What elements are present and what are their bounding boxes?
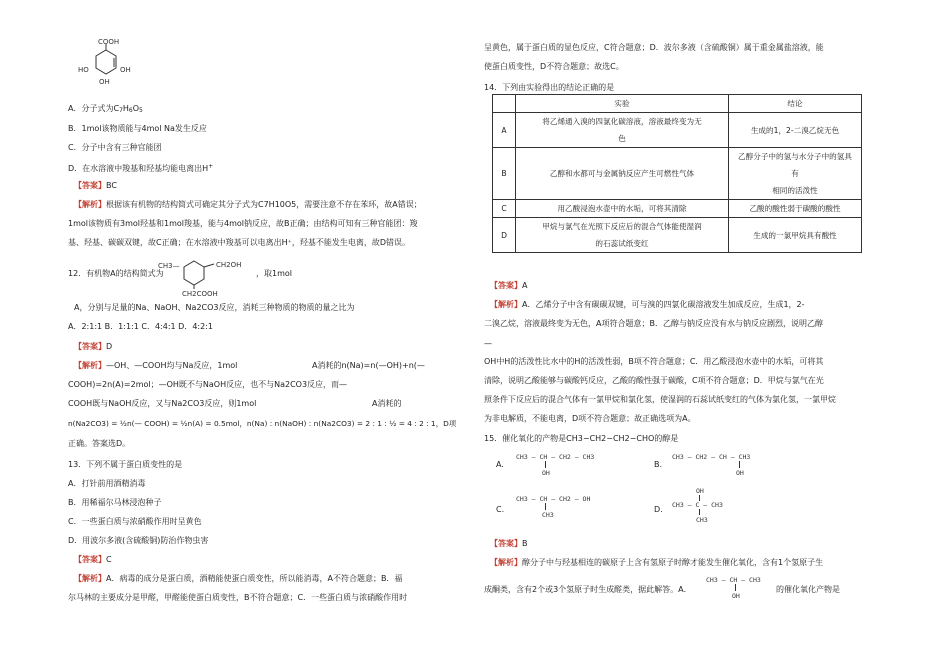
q11-explanation-line2: 1mol该物质有3mol羟基和1mol羧基，能与4mol钠反应，故B正确；由结构可知有三种官能团：羧 bbox=[68, 219, 418, 228]
q15-label-c: C. bbox=[496, 505, 505, 514]
answer-value: D bbox=[106, 342, 113, 351]
q12-answer bbox=[74, 341, 112, 352]
q15-b-bond bbox=[739, 461, 740, 468]
q15-c-ch3: CH3 bbox=[542, 511, 554, 519]
q12-explanation-line5: 正确。答案选D。 bbox=[68, 439, 131, 448]
answer-tag: 【答案】 bbox=[490, 281, 522, 290]
q11-option-b: B．1mol该物质能与4mol Na发生反应 bbox=[68, 124, 207, 133]
q14-explanation-line1 bbox=[490, 299, 805, 310]
q15-a-formula: CH3 — CH — CH2 — CH3 bbox=[516, 453, 595, 461]
q15-label-d: D. bbox=[654, 505, 663, 514]
explanation-tag: 【解析】 bbox=[74, 200, 106, 209]
q11-a-sub1: 7 bbox=[119, 107, 123, 114]
oh-right-label: OH bbox=[120, 66, 131, 74]
table-row bbox=[493, 113, 862, 148]
q15-c-formula: CH3 — CH — CH2 — OH bbox=[516, 495, 591, 503]
q15-b-formula: CH3 — CH2 — CH — CH3 bbox=[672, 453, 751, 461]
experiment-text: 的石蕊试纸变红 bbox=[595, 239, 649, 248]
table-header-experiment: 实验 bbox=[516, 95, 729, 113]
q11-a-text: A．分子式为C bbox=[68, 104, 120, 113]
q11-option-a bbox=[68, 103, 143, 116]
row-conclusion: 生成的一氯甲烷具有酸性 bbox=[729, 218, 862, 253]
q12-explanation-line1b: A消耗的n(Na)=n(—OH)+n(— bbox=[312, 361, 425, 370]
q13-stem: 13．下列不属于蛋白质变性的是 bbox=[68, 460, 183, 469]
row-experiment bbox=[516, 218, 729, 253]
ch3-label: CH3— bbox=[158, 262, 180, 270]
answer-tag: 【答案】 bbox=[74, 181, 106, 190]
ho-label: HO bbox=[78, 66, 89, 74]
q12-structure-diagram bbox=[156, 255, 266, 297]
q13-answer bbox=[74, 554, 112, 565]
answer-value: A bbox=[522, 281, 528, 290]
explanation-text: 根据该有机物的结构简式可确定其分子式为C7H10O5，需要注意不存在苯环，故A错误； bbox=[106, 200, 422, 209]
explanation-tag: 【解析】 bbox=[490, 558, 522, 567]
q15-stem: 15．催化氧化的产物是CH3−CH2−CH2−CHO的醇是 bbox=[484, 434, 679, 443]
conclusion-text: 相同的活泼性 bbox=[772, 186, 818, 195]
q13-explanation-line1 bbox=[74, 573, 402, 584]
row-experiment: 用乙酸浸泡水壶中的水垢，可将其清除 bbox=[516, 200, 729, 218]
q12-explanation-line1 bbox=[74, 360, 237, 371]
row-label: D bbox=[493, 218, 516, 253]
q11-answer bbox=[74, 180, 117, 191]
q15-exp-formula: CH3 — CH — CH3 bbox=[706, 576, 761, 584]
q13-continuation-line1: 呈黄色，属于蛋白质的显色反应，C符合题意；D．波尔多液（含硫酸铜）属于重金属盐溶液，能 bbox=[484, 43, 824, 52]
experiment-text: 将乙烯通入溴的四氯化碳溶液，溶液最终变为无 bbox=[542, 117, 702, 126]
explanation-text: A．病毒的成分是蛋白质，酒精能使蛋白质变性，所以能消毒，A不符合题意；B．福 bbox=[106, 574, 403, 583]
table-header-row bbox=[493, 95, 862, 113]
q14-explanation-line2: 二溴乙烷，溶液最终变为无色，A项符合题意；B．乙醇与钠反应没有水与钠反应剧烈，说明乙醇 bbox=[484, 319, 823, 328]
q15-answer bbox=[490, 538, 528, 549]
q14-explanation-line4: OH中H的活泼性比水中的H的活泼性弱，B项不符合题意；C．用乙酸浸泡水壶中的水垢，可将其 bbox=[484, 357, 824, 366]
q15-explanation-line2b: 的催化氧化产物是 bbox=[776, 585, 840, 594]
q11-explanation-line3: 基、羟基、碳碳双键，故C正确；在水溶液中羧基可以电离出H⁺，羟基不能发生电离，故D错误。 bbox=[68, 238, 410, 247]
table-row bbox=[493, 148, 862, 200]
explanation-tag: 【解析】 bbox=[74, 361, 106, 370]
q15-label-a: A. bbox=[496, 460, 504, 469]
explanation-tag: 【解析】 bbox=[74, 574, 106, 583]
q15-a-oh: OH bbox=[542, 469, 550, 477]
ch2oh-label: CH2OH bbox=[216, 261, 242, 269]
q11-option-d bbox=[68, 161, 213, 174]
q12-options: A．2:1:1 B．1:1:1 C．4:4:1 D．4:2:1 bbox=[68, 322, 213, 331]
q12-stem-post: ，取1mol bbox=[256, 269, 292, 278]
q11-option-c: C．分子中含有三种官能团 bbox=[68, 143, 162, 152]
q14-stem: 14．下列由实验得出的结论正确的是 bbox=[484, 83, 615, 92]
q12-explanation-line4: n(Na2CO3) = ½n(— COOH) = ½n(A) = 0.5mol，n(Na) : n(NaOH) : n(Na2CO3) = 2 : 1 : ½ = 4 : 2 : 1，D项 bbox=[68, 419, 457, 428]
experiment-text: 甲烷与氯气在光照下反应后的混合气体能使湿润 bbox=[542, 222, 702, 231]
q14-explanation-line7: 为非电解质，不能电离，D项不符合题意；故正确选项为A。 bbox=[484, 414, 696, 423]
table-row bbox=[493, 218, 862, 253]
q13-option-b: B．用稀福尔马林浸泡种子 bbox=[68, 498, 162, 507]
answer-value: C bbox=[106, 555, 112, 564]
q15-explanation-line2: 成酮类，含有2个或3个氢原子时生成醛类，据此解答。A． bbox=[484, 585, 692, 594]
answer-tag: 【答案】 bbox=[74, 342, 106, 351]
answer-value: BC bbox=[106, 181, 117, 190]
answer-value: B bbox=[522, 539, 528, 548]
q14-explanation-line6: 照条件下反应后的混合气体有一氯甲烷和氯化氢，使湿润的石蕊试纸变红的气体为氯化氢，一氯甲烷 bbox=[484, 395, 836, 404]
explanation-tag: 【解析】 bbox=[490, 300, 522, 309]
q13-option-d: D．用波尔多液(含硫酸铜)防治作物虫害 bbox=[68, 536, 209, 545]
q11-structure-diagram bbox=[76, 38, 156, 86]
q14-explanation-line3: — bbox=[484, 339, 492, 348]
q14-answer bbox=[490, 280, 527, 291]
q12-explanation-line3a: COOH既与NaOH反应，又与Na2CO3反应，则1mol bbox=[68, 399, 257, 408]
q15-label-b: B. bbox=[654, 460, 663, 469]
row-conclusion: 生成的1，2-二溴乙烷无色 bbox=[729, 113, 862, 148]
q11-a-sub2: 6 bbox=[128, 107, 133, 114]
q15-d-oh: OH bbox=[696, 487, 704, 495]
q12-explanation-line2: COOH)=2n(A)=2mol；—OH既不与NaOH反应，也不与Na2CO3反应，而— bbox=[68, 380, 348, 389]
q11-explanation-line1 bbox=[74, 199, 422, 210]
row-experiment: 乙醇和水都可与金属钠反应产生可燃性气体 bbox=[516, 148, 729, 200]
q12-stem: 12．有机物A的结构简式为 bbox=[68, 269, 164, 278]
q15-exp-oh: OH bbox=[732, 592, 740, 600]
q12-explanation-line3b: A消耗的 bbox=[372, 399, 402, 408]
table-header-blank bbox=[493, 95, 516, 113]
q13-option-c: C．一些蛋白质与浓硝酸作用时呈黄色 bbox=[68, 517, 202, 526]
row-label: B bbox=[493, 148, 516, 200]
row-experiment bbox=[516, 113, 729, 148]
q15-exp-bond bbox=[735, 584, 736, 591]
table-row bbox=[493, 200, 862, 218]
explanation-text: —OH、—COOH均与Na反应，1mol bbox=[106, 361, 238, 370]
ch2cooh-label: CH2COOH bbox=[182, 290, 218, 297]
row-label: C bbox=[493, 200, 516, 218]
q14-explanation-line5: 清除，说明乙酸能够与碳酸钙反应，乙酸的酸性强于碳酸，C项不符合题意；D．甲烷与氯气在光 bbox=[484, 376, 824, 385]
table-header-conclusion: 结论 bbox=[729, 95, 862, 113]
cooh-label: COOH bbox=[98, 38, 120, 46]
experiment-text: 色 bbox=[618, 134, 626, 143]
q15-b-oh: OH bbox=[736, 469, 744, 477]
q15-d-formula: CH3 — C — CH3 bbox=[672, 501, 723, 509]
answer-tag: 【答案】 bbox=[74, 555, 106, 564]
q15-a-bond bbox=[545, 461, 546, 468]
q13-explanation-line2: 尔马林的主要成分是甲醛，甲醛能使蛋白质变性，B不符合题意；C．一些蛋白质与浓硝酸作用时 bbox=[68, 593, 408, 602]
q11-d-text: D．在水溶液中羧基和羟基均能电离出H bbox=[68, 164, 209, 173]
q11-a-h: H bbox=[122, 104, 129, 113]
explanation-text: A．乙烯分子中含有碳碳双键，可与溴的四氯化碳溶液发生加成反应，生成1，2- bbox=[522, 300, 805, 309]
q11-a-o: O bbox=[132, 104, 140, 113]
answer-tag: 【答案】 bbox=[490, 539, 522, 548]
q15-explanation-line1 bbox=[490, 557, 823, 568]
q11-a-sub3: 5 bbox=[139, 107, 143, 114]
q11-d-sup: + bbox=[208, 163, 214, 170]
oh-bottom-label: OH bbox=[99, 78, 110, 86]
row-conclusion: 乙酸的酸性弱于碳酸的酸性 bbox=[729, 200, 862, 218]
q12-question: A，分别与足量的Na、NaOH、Na2CO3反应，消耗三种物质的物质的量之比为 bbox=[74, 303, 355, 312]
conclusion-text: 乙醇分子中的氢与水分子中的氢具有 bbox=[738, 152, 852, 178]
q15-d-ch3: CH3 bbox=[696, 516, 708, 524]
q13-option-a: A．打针前用酒精消毒 bbox=[68, 479, 146, 488]
q15-c-bond bbox=[545, 503, 546, 510]
row-conclusion bbox=[729, 148, 862, 200]
q14-table bbox=[492, 94, 862, 253]
row-label: A bbox=[493, 113, 516, 148]
q13-continuation-line2: 使蛋白质变性，D不符合题意；故选C。 bbox=[484, 62, 624, 71]
explanation-text: 醇分子中与羟基相连的碳原子上含有氢原子时醇才能发生催化氧化，含有1个氢原子生 bbox=[522, 558, 824, 567]
